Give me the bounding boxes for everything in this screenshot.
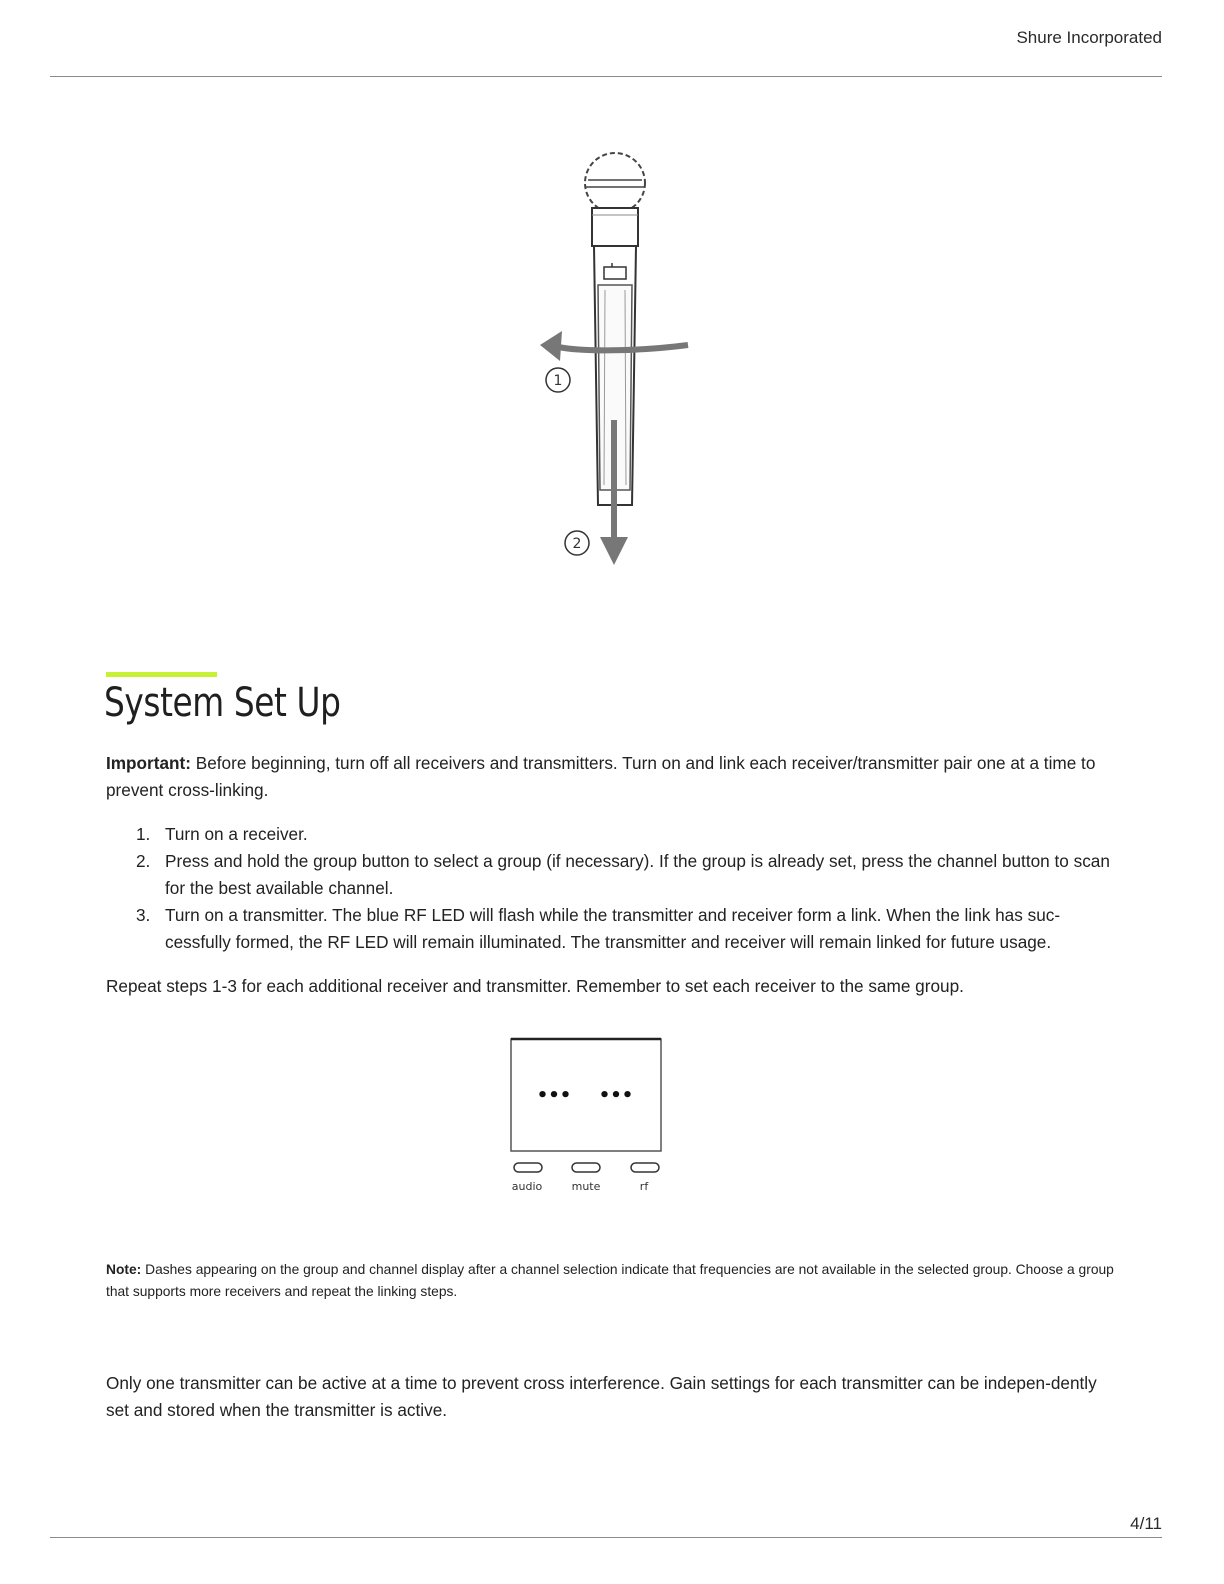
display-left-dashes: •••: [536, 1085, 572, 1106]
list-item: [106, 902, 1116, 956]
header-company-name: Shure Incorporated: [1016, 28, 1162, 47]
led-label: audio: [511, 1180, 543, 1193]
led-label: mute: [571, 1180, 601, 1193]
microphone-battery-illustration: [530, 145, 700, 575]
list-item: [106, 848, 1116, 902]
callout-1: 1: [553, 373, 563, 389]
step-number: 1.: [136, 824, 151, 844]
important-paragraph: [106, 750, 1116, 804]
rf-led: [631, 1163, 659, 1172]
step-text: Turn on a transmitter. The blue RF LED will flash while the transmitter and receiver form a link. When the link has suc-cessfully formed, the RF LED will remain illuminated. The transmitter and receiver will remain linked for future usage.: [165, 905, 1061, 952]
audio-led: [514, 1163, 542, 1172]
transmitter-paragraph: Only one transmitter can be active at a time to prevent cross interference. Gain settings for each transmitter can be indepen-dently set and stored when the transmitter is active.: [106, 1373, 1097, 1420]
note-label: Note:: [106, 1262, 142, 1277]
step-number: 3.: [136, 905, 151, 925]
repeat-paragraph: Repeat steps 1-3 for each additional receiver and transmitter. Remember to set each receiver to the same group.: [106, 976, 964, 996]
important-label: Important:: [106, 753, 191, 773]
mute-led: [572, 1163, 600, 1172]
led-label: rf: [639, 1180, 649, 1193]
receiver-display-illustration: [500, 1035, 670, 1195]
note-text: Dashes appearing on the group and channel display after a channel selection indicate that frequencies are not available in the selected group. Choose a group that supports more receivers and repeat the linking steps.: [106, 1262, 1114, 1299]
callout-2: 2: [572, 536, 582, 552]
page-number: 4/11: [1130, 1514, 1162, 1533]
note-paragraph: [106, 1259, 1116, 1303]
list-item: [106, 821, 1116, 848]
important-text: Before beginning, turn off all receivers and transmitters. Turn on and link each receiver/transmitter pair one at a time to prevent cross-linking.: [106, 753, 1096, 800]
footer-divider: [50, 1537, 1162, 1538]
step-text: Press and hold the group button to select a group (if necessary). If the group is already set, press the channel button to scan for the best available channel.: [165, 851, 1110, 898]
section-title: System Set Up: [104, 680, 341, 726]
display-right-dashes: •••: [598, 1085, 634, 1106]
setup-steps-list: [106, 821, 1116, 956]
step-number: 2.: [136, 851, 151, 871]
step-text: Turn on a receiver.: [165, 824, 308, 844]
header-divider: [50, 76, 1162, 77]
section-accent-bar: [106, 672, 217, 677]
